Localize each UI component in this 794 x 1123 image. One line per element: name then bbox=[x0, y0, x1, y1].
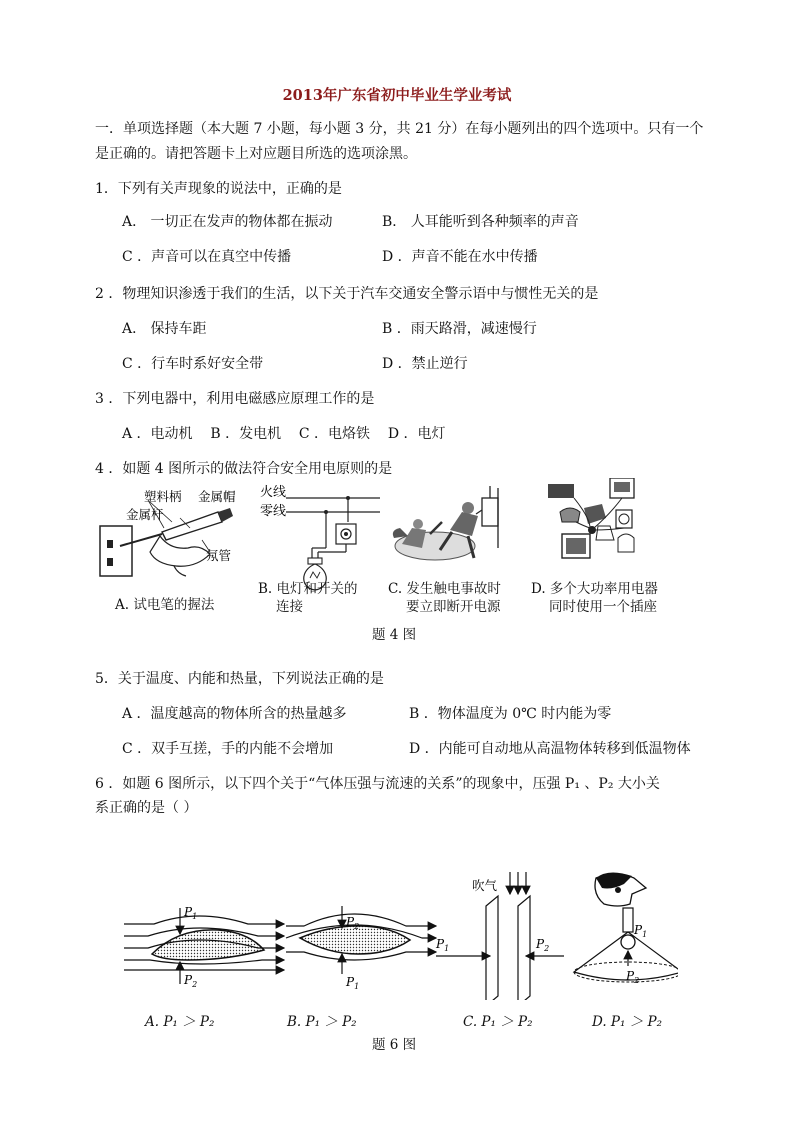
q5-option-c: C ．双手互搓，手的内能不会增加 bbox=[122, 741, 334, 757]
fig4-caption-c2: 要立即断开电源 bbox=[406, 599, 501, 615]
fig6-caption-b: B. P₁ ＞ P₂ bbox=[287, 1014, 357, 1030]
fig4-c-electric-shock-scene bbox=[393, 486, 498, 560]
q3-options: A ．电动机 B ．发电机 C ．电烙铁 D ．电灯 bbox=[122, 426, 446, 442]
label-neon-tube: 氖管 bbox=[206, 548, 232, 563]
fig4-d-appliances-one-socket bbox=[548, 478, 634, 558]
label-live-wire: 火线 bbox=[260, 485, 287, 500]
fig4-caption-b2: 连接 bbox=[276, 599, 303, 615]
fig6-caption-c: C. P₁ ＞ P₂ bbox=[463, 1014, 533, 1030]
q2-option-a: A． 保持车距 bbox=[122, 321, 207, 337]
q1-stem: 1．下列有关声现象的说法中，正确的是 bbox=[95, 181, 342, 197]
q1-option-d: D ．声音不能在水中传播 bbox=[382, 249, 538, 265]
fig4-caption-c1: C. 发生触电事故时 bbox=[388, 581, 501, 597]
fig6-c-p2: $P_2$ bbox=[536, 937, 550, 953]
fig4-caption-b1: B. 电灯和开关的 bbox=[258, 581, 358, 597]
fig6-figure-caption: 题 6 图 bbox=[372, 1037, 417, 1053]
fig6-d-p1: $P_1$ bbox=[634, 923, 648, 939]
fig6-c-paper-sheets bbox=[436, 872, 564, 1000]
fig6-c-p1: $P_1$ bbox=[436, 937, 450, 953]
q2-option-c: C ．行车时系好安全带 bbox=[122, 356, 264, 372]
figure-4 bbox=[90, 478, 710, 646]
q1-option-a: A． 一切正在发声的物体都在振动 bbox=[122, 214, 333, 230]
q5-stem: 5．关于温度、内能和热量，下列说法正确的是 bbox=[95, 671, 384, 687]
section-intro-line2: 是正确的。请把答题卡上对应题目所选的选项涂黑。 bbox=[95, 146, 417, 162]
label-plastic-handle: 塑料柄 bbox=[144, 489, 182, 504]
fig6-a-p1: $P_1$ bbox=[184, 905, 198, 921]
fig6-caption-a: A. P₁ ＞ P₂ bbox=[145, 1014, 215, 1030]
q6-stem-line1: 6 ．如题 6 图所示，以下四个关于“气体压强与流速的关系”的现象中，压强 P₁ 、P₂ 大小关 bbox=[95, 776, 660, 792]
fig6-caption-d: D. P₁ ＞ P₂ bbox=[592, 1014, 662, 1030]
fig4-a-test-pen-drawing bbox=[100, 500, 233, 576]
q2-option-d: D ．禁止逆行 bbox=[382, 356, 468, 372]
label-metal-rod: 金属杆 bbox=[126, 507, 164, 522]
figure-6 bbox=[118, 868, 678, 1000]
fig4-caption-d1: D. 多个大功率用电器 bbox=[531, 581, 658, 597]
fig6-b-p2: $P_2$ bbox=[346, 915, 360, 931]
q5-option-d: D ．内能可自动地从高温物体转移到低温物体 bbox=[409, 741, 691, 757]
fig6-b-symmetric-airflow bbox=[286, 906, 436, 974]
page-title: 2013年广东省初中毕业生学业考试 bbox=[282, 87, 512, 104]
fig6-b-p1: $P_1$ bbox=[346, 975, 360, 991]
section-intro-line1: 一．单项选择题（本大题 7 小题，每小题 3 分，共 21 分）在每小题列出的四个选项中。只有一个 bbox=[95, 121, 704, 137]
q1-option-c: C ．声音可以在真空中传播 bbox=[122, 249, 292, 265]
q3-stem: 3 ．下列电器中，利用电磁感应原理工作的是 bbox=[95, 391, 375, 407]
fig4-caption-a: A. 试电笔的握法 bbox=[115, 597, 215, 613]
fig4-caption-d2: 同时使用一个插座 bbox=[549, 599, 657, 615]
q5-option-b: B ．物体温度为 0℃ 时内能为零 bbox=[409, 706, 612, 722]
fig4-figure-caption: 题 4 图 bbox=[372, 627, 417, 643]
q1-option-b: B． 人耳能听到各种频率的声音 bbox=[382, 214, 579, 230]
fig6-d-funnel-ball bbox=[574, 872, 678, 982]
fig6-d-p2: $P_2$ bbox=[626, 969, 640, 985]
fig6-a-wing-airflow bbox=[124, 908, 284, 984]
q4-stem: 4 ．如题 4 图所示的做法符合安全用电原则的是 bbox=[95, 461, 393, 477]
q2-option-b: B ．雨天路滑，减速慢行 bbox=[382, 321, 537, 337]
label-neutral-wire: 零线 bbox=[260, 504, 287, 519]
q5-option-a: A ．温度越高的物体所含的热量越多 bbox=[122, 706, 347, 722]
q2-stem: 2 ．物理知识渗透于我们的生活，以下关于汽车交通安全警示语中与惯性无关的是 bbox=[95, 286, 599, 302]
fig6-c-blow-label: 吹气 bbox=[472, 878, 498, 893]
fig6-a-p2: $P_2$ bbox=[184, 973, 198, 989]
q6-stem-line2: 系正确的是（ ） bbox=[95, 800, 198, 816]
fig4-b-lamp-switch-circuit bbox=[286, 496, 380, 590]
label-metal-cap: 金属帽 bbox=[198, 489, 236, 504]
